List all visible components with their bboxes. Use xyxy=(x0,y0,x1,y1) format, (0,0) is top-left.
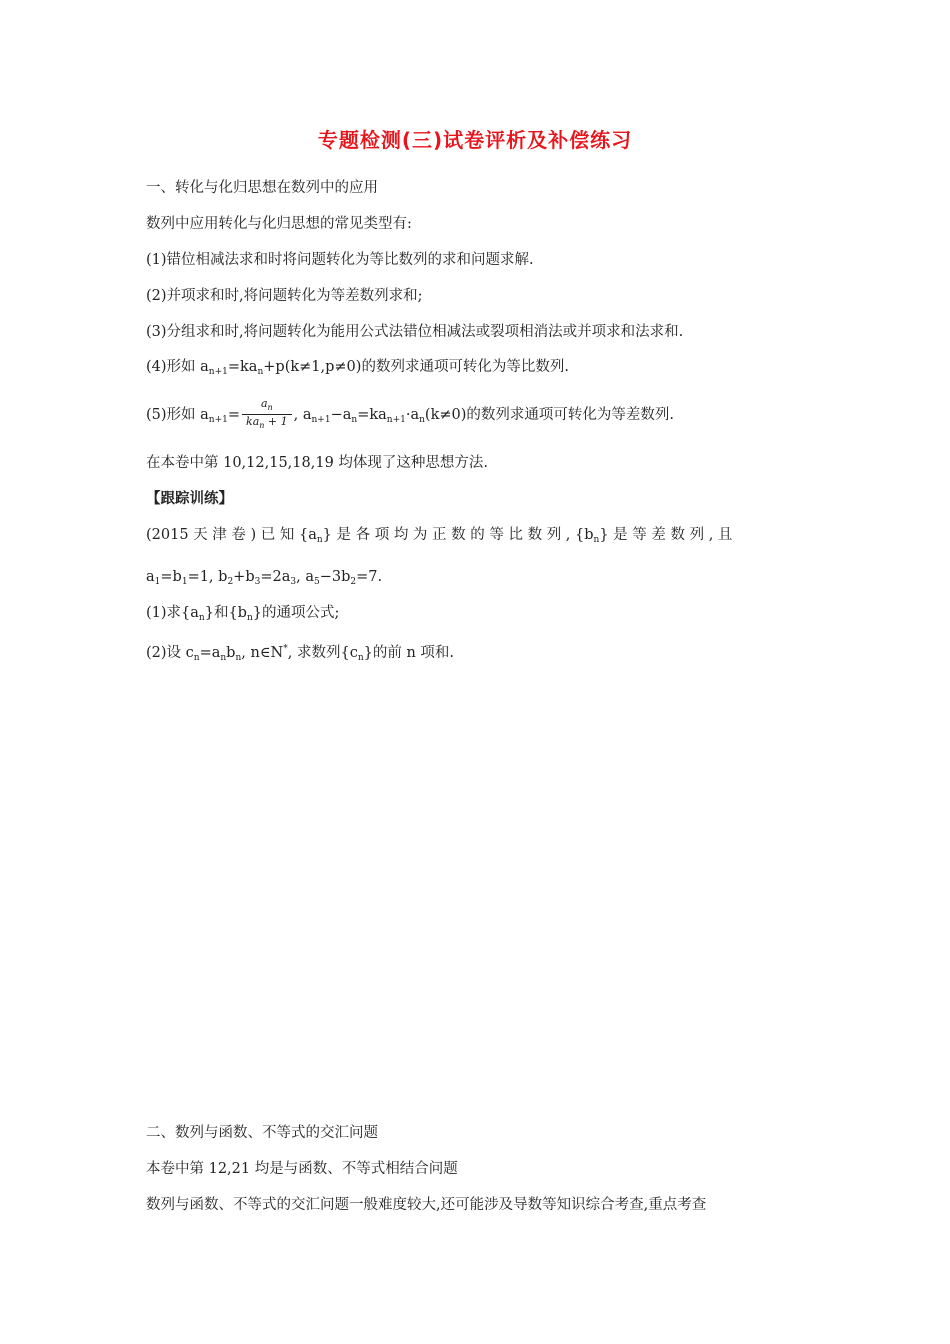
item-3: (3)分组求和时,将问题转化为能用公式法错位相减法或裂项相消法或并项求和法求和. xyxy=(146,324,684,340)
item-4: (4)形如 $a_{n+1}=ka_n+p(k\ne 1,p\ne 0)$的数列求通项可转化为等比数列. xyxy=(146,359,570,377)
fraction: $\frac{a_n}{ka_n + 1}$ xyxy=(242,397,292,433)
item-1: (1)错位相减法求和时将问题转化为等比数列的求和问题求解. xyxy=(146,252,534,268)
problem-line-1: (2015 天 津 卷 ) 已 知 $\{a_n\}$ 是 各 项 均 为 正 数 的 等 比 数 列 , $\{b_n\}$ 是 等 差 数 列 , 且 xyxy=(146,527,733,545)
section1-intro: 数列中应用转化与化归思想的常见类型有: xyxy=(146,216,412,232)
practice-heading: 【跟踪训练】 xyxy=(146,490,233,507)
problem-line-2: $a_1=b_1=1$, $b_2+b_3=2a_3$, $a_5-3b_2=7$. xyxy=(146,569,383,587)
question-2: (2)设 $c_n=a_nb_n$, n∈N*, 求数列$\{c_n\}$的前 n 项和. xyxy=(146,644,455,663)
summary-line: 在本卷中第 10,12,15,18,19 均体现了这种思想方法. xyxy=(146,455,489,471)
question-1: (1)求$\{a_n\}$和$\{b_n\}$的通项公式; xyxy=(146,605,340,623)
section2-heading: 二、数列与函数、不等式的交汇问题 xyxy=(146,1125,378,1141)
item-2: (2)并项求和时,将问题转化为等差数列求和; xyxy=(146,288,423,304)
item-5: (5)形如 $a_{n+1}=$ $\frac{a_n}{ka_n + 1}$ , $a_{n+1}-a_n=ka_{n+1}\cdot a_n(k\ne 0)$的数列求通项可转化为等差数列. xyxy=(146,397,674,433)
section2-line-1: 本卷中第 12,21 均是与函数、不等式相结合问题 xyxy=(146,1161,458,1177)
document-title: 专题检测(三)试卷评析及补偿练习 xyxy=(317,128,633,152)
section2-line-2: 数列与函数、不等式的交汇问题一般难度较大,还可能涉及导数等知识综合考查,重点考查 xyxy=(146,1197,707,1213)
section1-heading: 一、转化与化归思想在数列中的应用 xyxy=(146,180,378,196)
